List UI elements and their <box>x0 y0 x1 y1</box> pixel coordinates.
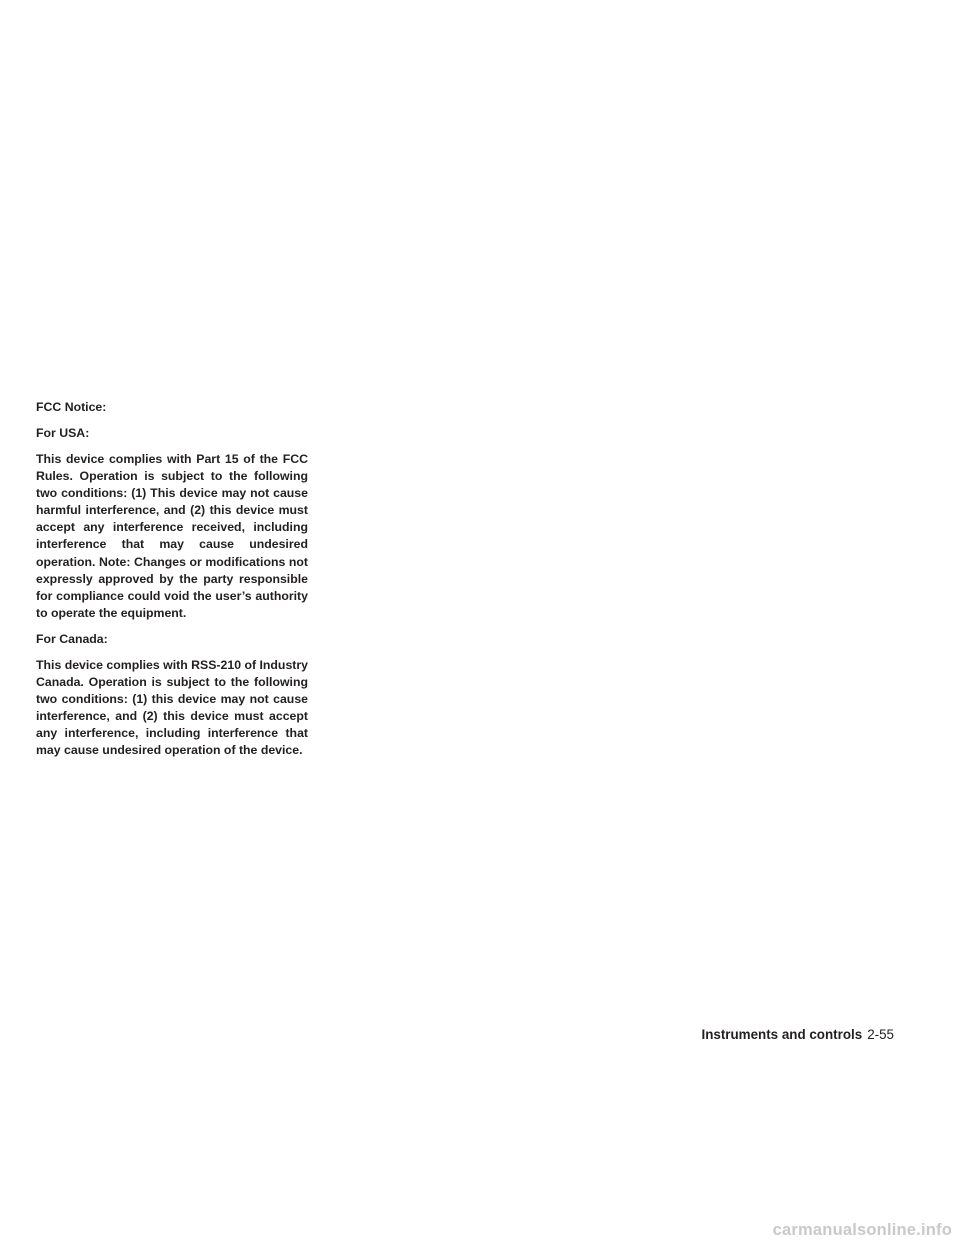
footer-section-title: Instruments and controls <box>701 1027 863 1042</box>
fcc-notice-heading: FCC Notice: <box>36 400 107 414</box>
usa-heading: For USA: <box>36 426 90 440</box>
canada-heading: For Canada: <box>36 631 108 646</box>
watermark: carmanualsonline.info <box>772 1221 952 1239</box>
usa-paragraph: This device complies with Part 15 of the FCC Rules. Operation is subject to the following two conditions: (1) This device may not cause harmful interference, and (2) this device must accept any interference received, including interference that may cause undesired operation. Note: Changes or modifications not expressly approved by the party responsible for compliance could void the user’s authority to operate the equipment. <box>36 452 308 620</box>
footer-page-number: 2-55 <box>867 1027 894 1042</box>
canada-paragraph: This device complies with RSS-210 of Industry Canada. Operation is subject to the following two conditions: (1) this device may not cause interference, and (2) this device must accept any interference, including interference that may cause undesired operation of the device. <box>36 657 308 758</box>
main-text-column <box>36 399 308 769</box>
page-footer <box>701 1026 894 1044</box>
